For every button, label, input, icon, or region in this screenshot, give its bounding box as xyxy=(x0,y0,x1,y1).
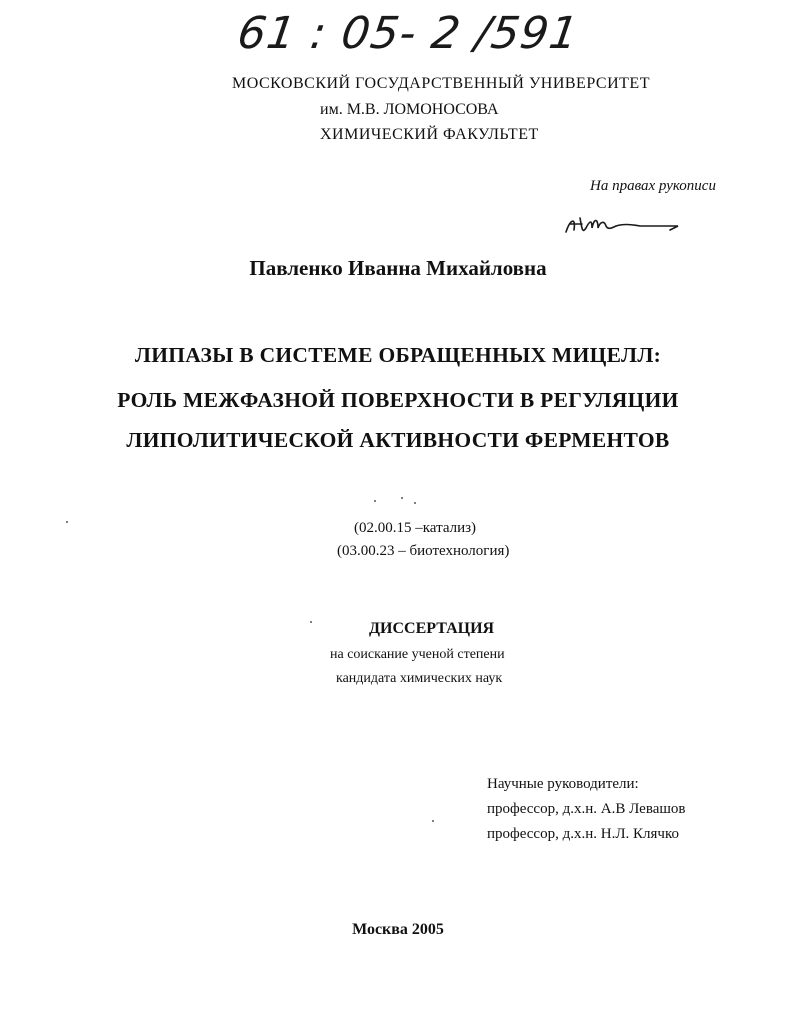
thesis-title-line-3: ЛИПОЛИТИЧЕСКОЙ АКТИВНОСТИ ФЕРМЕНТОВ xyxy=(126,428,670,452)
dissertation-label: ДИССЕРТАЦИЯ xyxy=(369,620,495,637)
supervisor-2: профессор, д.х.н. Н.Л. Клячко xyxy=(487,826,679,842)
scan-speck xyxy=(374,500,376,502)
thesis-title-line-2: РОЛЬ МЕЖФАЗНОЙ ПОВЕРХНОСТИ В РЕГУЛЯЦИИ xyxy=(117,388,679,412)
rights-note: На правах рукописи xyxy=(590,178,716,194)
scan-speck xyxy=(66,521,68,523)
thesis-title-line-1: ЛИПАЗЫ В СИСТЕМЕ ОБРАЩЕННЫХ МИЦЕЛЛ: xyxy=(134,343,662,367)
scan-speck xyxy=(414,502,416,504)
city-year: Москва 2005 xyxy=(352,921,444,938)
specialty-code-1: (02.00.15 –катализ) xyxy=(354,520,477,536)
scan-speck xyxy=(432,820,434,822)
faculty-name: ХИМИЧЕСКИЙ ФАКУЛЬТЕТ xyxy=(320,126,539,143)
archive-stamp: 61 : 05- 2 /591 xyxy=(234,8,583,59)
supervisor-1: профессор, д.х.н. А.В Левашов xyxy=(487,801,686,817)
scan-speck xyxy=(310,621,312,623)
handwritten-signature xyxy=(560,206,690,242)
university-named-after: им. М.В. ЛОМОНОСОВА xyxy=(320,101,499,118)
degree-line-1: на соискание ученой степени xyxy=(330,647,505,662)
supervisors-heading: Научные руководители: xyxy=(487,776,639,792)
university-name: МОСКОВСКИЙ ГОСУДАРСТВЕННЫЙ УНИВЕРСИТЕТ xyxy=(232,75,650,92)
scan-speck xyxy=(401,497,403,499)
author-name: Павленко Иванна Михайловна xyxy=(249,256,547,280)
specialty-code-2: (03.00.23 – биотехнология) xyxy=(337,543,510,559)
degree-line-2: кандидата химических наук xyxy=(336,671,503,686)
